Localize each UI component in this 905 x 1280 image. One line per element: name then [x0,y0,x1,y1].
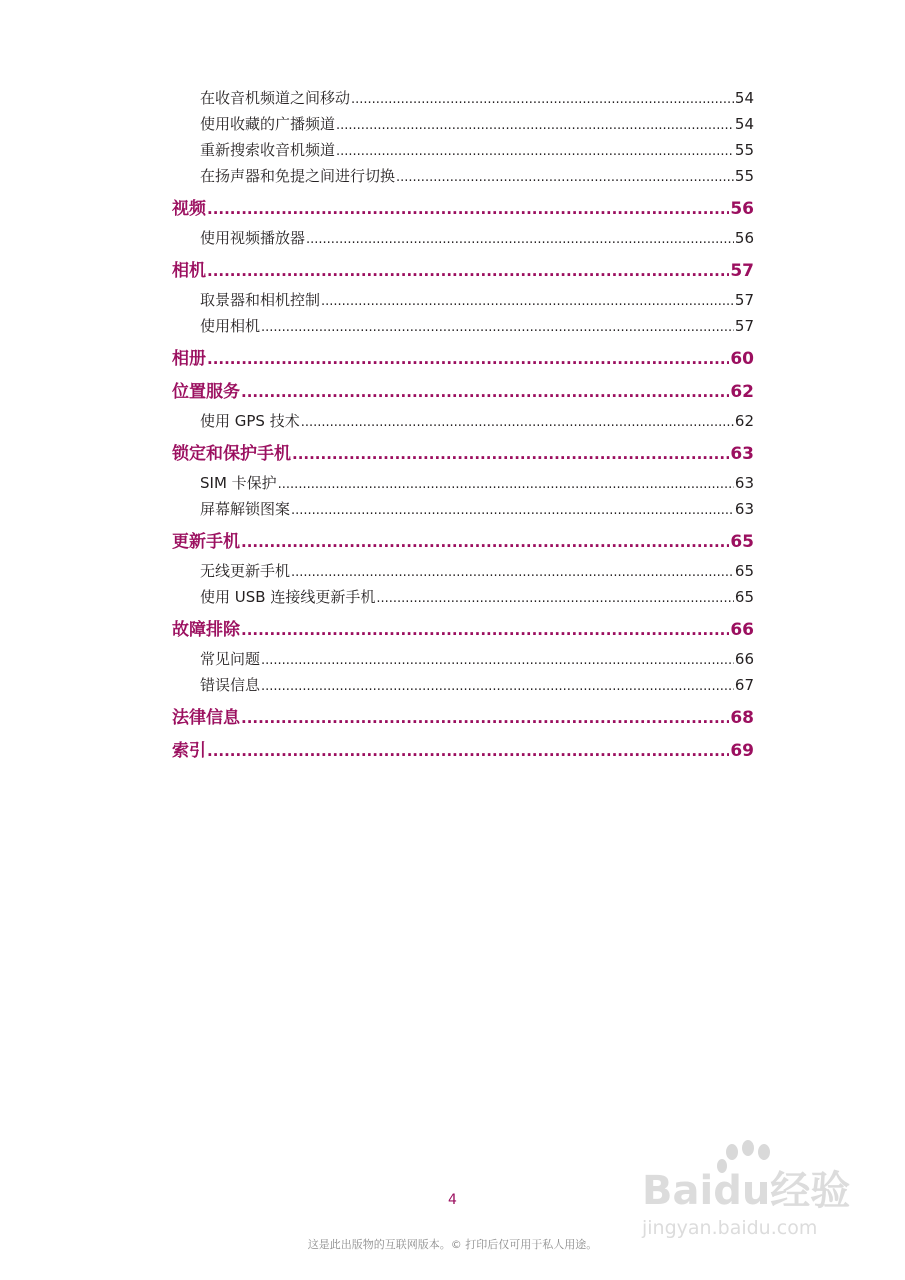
toc-entry-title: 无线更新手机 [200,562,291,580]
watermark-url: jingyan.baidu.com [642,1217,818,1239]
dot-leader [241,377,729,408]
dot-leader [336,139,734,165]
toc-entry-page: 60 [730,349,754,369]
toc-subsection-entry [172,137,754,163]
toc-subsection-entry [172,163,754,189]
toc-entry-title: 错误信息 [200,676,261,694]
toc-entry-title: 在扬声器和免提之间进行切换 [200,167,396,185]
toc-entry-title: 更新手机 [172,532,240,552]
toc-entry-title: 视频 [172,199,206,219]
dot-leader [278,472,734,498]
toc-entry-page: 67 [734,676,754,694]
toc-entry-title: 故障排除 [172,620,240,640]
toc-subsection-entry [172,470,754,496]
toc-section-entry [172,527,754,558]
toc-entry-title: SIM 卡保护 [200,474,277,492]
toc-entry-page: 57 [734,291,754,309]
dot-leader [376,586,734,612]
toc-section-entry [172,344,754,375]
page-number: 4 [448,1192,457,1208]
toc-entry-page: 63 [734,500,754,518]
toc-entry-title: 使用视频播放器 [200,229,306,247]
toc-entry-title: 相机 [172,261,206,281]
toc-entry-page: 54 [734,115,754,133]
toc-entry-page: 63 [730,444,754,464]
toc-subsection-entry [172,85,754,111]
toc-subsection-entry [172,558,754,584]
toc-entry-title: 使用收藏的广播频道 [200,115,336,133]
dot-leader [292,439,729,470]
toc-entry-page: 56 [734,229,754,247]
toc-entry-title: 取景器和相机控制 [200,291,321,309]
footer-note: 这是此出版物的互联网版本。© 打印后仅可用于私人用途。 [307,1238,598,1251]
dot-leader [261,648,734,674]
toc-section-entry [172,256,754,287]
toc-entry-page: 65 [734,562,754,580]
dot-leader [207,194,729,225]
toc-subsection-entry [172,646,754,672]
toc-entry-title: 使用相机 [200,317,261,335]
toc-entry-page: 66 [734,650,754,668]
toc-subsection-entry [172,496,754,522]
dot-leader [241,527,729,558]
toc-entry-title: 在收音机频道之间移动 [200,89,351,107]
dot-leader [207,736,729,767]
toc-entry-page: 66 [730,620,754,640]
toc-subsection-entry [172,287,754,313]
toc-entry-page: 65 [730,532,754,552]
toc-entry-title: 屏幕解锁图案 [200,500,291,518]
toc-subsection-entry [172,408,754,434]
dot-leader [306,227,734,253]
dot-leader [291,498,734,524]
toc-section-entry [172,615,754,646]
dot-leader [261,674,734,700]
toc-entry-page: 55 [734,167,754,185]
dot-leader [291,560,734,586]
toc-entry-title: 法律信息 [172,708,240,728]
toc-entry-page: 54 [734,89,754,107]
table-of-contents [172,85,754,767]
toc-entry-page: 63 [734,474,754,492]
dot-leader [351,87,734,113]
toc-section-entry [172,703,754,734]
toc-subsection-entry [172,672,754,698]
toc-entry-page: 62 [734,412,754,430]
watermark-brand: Baidu经验 [642,1168,851,1214]
toc-entry-title: 索引 [172,741,206,761]
toc-subsection-entry [172,111,754,137]
toc-subsection-entry [172,225,754,251]
toc-entry-page: 65 [734,588,754,606]
dot-leader [396,165,734,191]
toc-entry-page: 69 [730,741,754,761]
toc-section-entry [172,194,754,225]
toc-entry-page: 62 [730,382,754,402]
toc-section-entry [172,377,754,408]
toc-section-entry [172,439,754,470]
toc-entry-page: 57 [734,317,754,335]
toc-entry-page: 55 [734,141,754,159]
toc-section-entry [172,736,754,767]
toc-entry-title: 相册 [172,349,206,369]
toc-entry-page: 68 [730,708,754,728]
toc-entry-title: 常见问题 [200,650,261,668]
toc-subsection-entry [172,584,754,610]
baidu-jingyan-watermark [640,1138,860,1248]
toc-entry-title: 锁定和保护手机 [172,444,291,464]
dot-leader [241,703,729,734]
dot-leader [207,344,729,375]
dot-leader [336,113,734,139]
toc-entry-title: 使用 GPS 技术 [200,412,300,430]
dot-leader [321,289,734,315]
dot-leader [207,256,729,287]
toc-entry-title: 重新搜索收音机频道 [200,141,336,159]
toc-entry-title: 使用 USB 连接线更新手机 [200,588,376,606]
toc-entry-page: 57 [730,261,754,281]
toc-entry-title: 位置服务 [172,382,240,402]
dot-leader [301,410,734,436]
toc-entry-page: 56 [730,199,754,219]
dot-leader [241,615,729,646]
dot-leader [261,315,734,341]
toc-subsection-entry [172,313,754,339]
